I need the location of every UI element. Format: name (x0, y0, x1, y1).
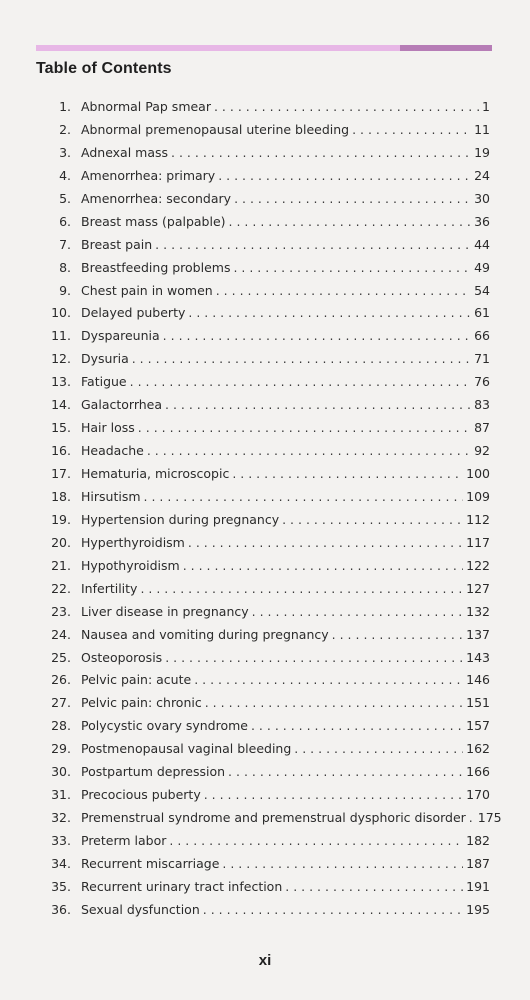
dot-leader (285, 876, 463, 899)
toc-entry-page: 157 (466, 718, 490, 734)
toc-entry-number: 15. (51, 420, 71, 436)
toc-entry[interactable] (36, 280, 490, 303)
toc-entry-number: 29. (51, 741, 71, 757)
toc-entry-title: Hair loss (81, 420, 135, 436)
toc-entry-page: 195 (466, 901, 490, 917)
toc-entry-number: 1. (59, 99, 71, 114)
dot-leader (140, 578, 463, 601)
toc-entry-page: 127 (466, 580, 490, 596)
toc-entry-title: Abnormal premenopausal uterine bleeding (81, 121, 350, 137)
toc-entry-page: 166 (466, 764, 490, 780)
toc-entry-title: Hyperthyroidism (81, 534, 185, 550)
dot-leader (183, 555, 463, 578)
toc-entry-title: Amenorrhea: primary (81, 167, 216, 183)
dot-leader (165, 647, 463, 670)
dot-leader (163, 325, 471, 348)
toc-entry-title: Breastfeeding problems (81, 259, 231, 275)
dot-leader (188, 532, 463, 555)
toc-entry-page: 187 (466, 855, 490, 871)
dot-leader (147, 440, 471, 463)
toc-entry-title: Pelvic pain: chronic (81, 695, 202, 711)
toc-entry-page: 175 (477, 810, 502, 826)
toc-entry-page: 76 (474, 374, 490, 390)
toc-entry-number: 24. (51, 626, 71, 642)
toc-entry-title: Postpartum depression (81, 764, 226, 780)
toc-entry-title: Recurrent urinary tract infection (81, 878, 283, 894)
toc-entry-page: 83 (474, 397, 490, 413)
toc-entry[interactable] (36, 784, 490, 807)
dot-leader (155, 234, 471, 257)
toc-entry[interactable] (36, 876, 490, 899)
toc-entry-title: Osteoporosis (81, 649, 163, 665)
toc-entry-title: Sexual dysfunction (81, 901, 200, 917)
toc-entry-number: 7. (59, 236, 71, 252)
toc-entry-page: 66 (474, 328, 490, 344)
dot-leader (169, 830, 463, 853)
toc-entry-title: Abnormal Pap smear (81, 99, 211, 114)
toc-entry[interactable] (36, 371, 490, 394)
toc-entry[interactable] (36, 624, 490, 647)
toc-entry[interactable] (36, 532, 490, 555)
dot-leader (222, 853, 463, 876)
toc-entry-title: Galactorrhea (81, 397, 163, 413)
toc-entry-number: 30. (51, 764, 71, 780)
page-title: Table of Contents (36, 60, 172, 77)
toc-entry-page: 1 (482, 99, 490, 114)
dot-leader (205, 692, 463, 715)
toc-entry-number: 11. (51, 328, 71, 344)
toc-entry-number: 14. (51, 397, 71, 413)
toc-entry[interactable] (36, 211, 490, 234)
toc-list (36, 96, 502, 922)
toc-entry-title: Infertility (81, 580, 138, 596)
toc-entry-page: 71 (474, 351, 490, 367)
toc-entry-number: 6. (59, 213, 71, 229)
toc-entry-title: Premenstrual syndrome and premenstrual dysphoric disorder (81, 810, 466, 826)
toc-entry-title: Recurrent miscarriage (81, 855, 220, 871)
dot-leader (251, 715, 463, 738)
toc-entry-number: 20. (51, 534, 71, 550)
toc-entry-number: 28. (51, 718, 71, 734)
toc-entry-number: 21. (51, 557, 71, 573)
dot-leader (204, 784, 463, 807)
toc-entry-number: 36. (51, 901, 71, 917)
toc-entry-page: 61 (474, 305, 490, 321)
toc-entry-title: Adnexal mass (81, 144, 169, 160)
toc-entry-number: 19. (51, 511, 71, 527)
dot-leader (332, 624, 463, 647)
dot-leader (188, 302, 471, 325)
toc-entry[interactable] (36, 463, 490, 486)
toc-entry-page: 162 (466, 741, 490, 757)
toc-entry[interactable] (36, 669, 490, 692)
toc-entry-page: 30 (474, 190, 490, 206)
toc-entry-number: 23. (51, 603, 71, 619)
toc-entry-page: 44 (474, 236, 490, 252)
dot-leader (229, 211, 472, 234)
toc-entry-page: 112 (466, 511, 490, 527)
toc-entry-title: Hirsutism (81, 488, 141, 504)
toc-entry[interactable] (36, 119, 490, 142)
dot-leader (165, 394, 471, 417)
toc-entry-title: Headache (81, 443, 144, 459)
toc-entry-title: Polycystic ovary syndrome (81, 718, 248, 734)
toc-entry[interactable] (36, 761, 490, 784)
toc-entry-title: Chest pain in women (81, 282, 213, 298)
toc-entry[interactable] (36, 830, 490, 853)
dot-leader (234, 188, 471, 211)
toc-entry[interactable] (36, 899, 490, 922)
dot-leader (252, 601, 463, 624)
toc-entry-page: 24 (474, 167, 490, 183)
dot-leader (469, 807, 475, 830)
toc-entry[interactable] (36, 142, 490, 165)
dot-leader (203, 899, 463, 922)
toc-entry-number: 16. (51, 443, 71, 459)
toc-entry[interactable] (36, 394, 490, 417)
toc-entry[interactable] (36, 807, 502, 830)
dot-leader (218, 165, 471, 188)
dot-leader (144, 486, 464, 509)
toc-entry-page: 109 (466, 488, 490, 504)
toc-entry-title: Postmenopausal vaginal bleeding (81, 741, 292, 757)
toc-entry[interactable] (36, 234, 490, 257)
toc-entry-title: Amenorrhea: secondary (81, 190, 232, 206)
toc-entry[interactable] (36, 486, 490, 509)
dot-leader (214, 96, 479, 119)
toc-entry-title: Hypothyroidism (81, 557, 180, 573)
toc-entry[interactable] (36, 325, 490, 348)
dot-leader (282, 509, 463, 532)
toc-entry-number: 18. (51, 488, 71, 504)
toc-entry-page: 170 (466, 787, 490, 803)
toc-entry-number: 13. (51, 374, 71, 390)
toc-entry[interactable] (36, 440, 490, 463)
toc-entry[interactable] (36, 601, 490, 624)
toc-entry[interactable] (36, 165, 490, 188)
toc-entry[interactable] (36, 96, 490, 119)
toc-entry-page: 54 (474, 282, 490, 298)
toc-entry-number: 5. (59, 190, 71, 206)
dot-leader (138, 417, 471, 440)
toc-entry-page: 117 (466, 534, 490, 550)
dot-leader (228, 761, 463, 784)
toc-entry[interactable] (36, 257, 490, 280)
toc-entry-number: 25. (51, 649, 71, 665)
dot-leader (216, 280, 471, 303)
toc-entry-title: Hematuria, microscopic (81, 466, 230, 481)
dot-leader (130, 371, 471, 394)
toc-entry[interactable] (36, 692, 490, 715)
toc-entry-title: Breast mass (palpable) (81, 213, 226, 229)
toc-entry[interactable] (36, 578, 490, 601)
toc-entry[interactable] (36, 853, 490, 876)
header-rule-accent (400, 45, 492, 51)
toc-entry-title: Fatigue (81, 374, 127, 390)
toc-entry-page: 19 (474, 144, 490, 160)
toc-entry[interactable] (36, 509, 490, 532)
toc-entry-number: 10. (51, 305, 71, 321)
toc-entry-page: 122 (466, 557, 490, 573)
toc-entry-page: 36 (474, 213, 490, 229)
toc-entry[interactable] (36, 348, 490, 371)
toc-entry[interactable] (36, 555, 490, 578)
toc-entry-title: Delayed puberty (81, 305, 186, 321)
dot-leader (233, 257, 471, 280)
toc-entry-number: 35. (51, 878, 71, 894)
toc-entry-page: 87 (474, 420, 490, 436)
toc-entry-title: Liver disease in pregnancy (81, 603, 249, 619)
toc-entry-page: 49 (474, 259, 490, 275)
toc-entry-number: 33. (51, 833, 71, 848)
toc-entry-number: 12. (51, 351, 71, 367)
toc-entry[interactable] (36, 647, 490, 670)
toc-entry-number: 26. (51, 672, 71, 688)
toc-entry-page: 100 (466, 466, 490, 481)
dot-leader (232, 463, 463, 486)
toc-entry-page: 143 (466, 649, 490, 665)
dot-leader (294, 738, 463, 761)
toc-entry-number: 4. (59, 167, 71, 183)
toc-entry[interactable] (36, 188, 490, 211)
toc-entry-number: 27. (51, 695, 71, 711)
toc-entry-title: Nausea and vomiting during pregnancy (81, 626, 329, 642)
dot-leader (132, 348, 471, 371)
toc-entry-title: Preterm labor (81, 833, 167, 848)
toc-entry-title: Precocious puberty (81, 787, 201, 803)
toc-entry[interactable] (36, 738, 490, 761)
toc-entry-number: 31. (51, 787, 71, 803)
toc-entry-number: 22. (51, 580, 71, 596)
toc-entry-number: 17. (51, 466, 71, 481)
toc-entry-page: 151 (466, 695, 490, 711)
toc-entry-number: 3. (59, 144, 71, 160)
toc-entry-number: 2. (59, 121, 71, 137)
toc-entry[interactable] (36, 417, 490, 440)
toc-entry-number: 9. (59, 282, 71, 298)
toc-entry-number: 32. (51, 810, 71, 826)
toc-entry[interactable] (36, 302, 490, 325)
toc-entry[interactable] (36, 715, 490, 738)
dot-leader (194, 669, 463, 692)
dot-leader (171, 142, 471, 165)
toc-entry-page: 146 (466, 672, 490, 688)
toc-entry-page: 182 (466, 833, 490, 848)
toc-entry-number: 8. (59, 259, 71, 275)
toc-entry-page: 132 (466, 603, 490, 619)
toc-entry-page: 11 (474, 121, 490, 137)
toc-entry-number: 34. (51, 855, 71, 871)
toc-entry-title: Hypertension during pregnancy (81, 511, 280, 527)
toc-entry-page: 191 (466, 878, 490, 894)
toc-entry-page: 92 (474, 443, 490, 459)
toc-entry-page: 137 (466, 626, 490, 642)
toc-entry-title: Breast pain (81, 236, 153, 252)
dot-leader (352, 119, 471, 142)
toc-entry-title: Dyspareunia (81, 328, 160, 344)
header-rule (36, 45, 492, 51)
toc-entry-title: Pelvic pain: acute (81, 672, 192, 688)
page-number: xi (258, 952, 272, 969)
toc-entry-title: Dysuria (81, 351, 129, 367)
